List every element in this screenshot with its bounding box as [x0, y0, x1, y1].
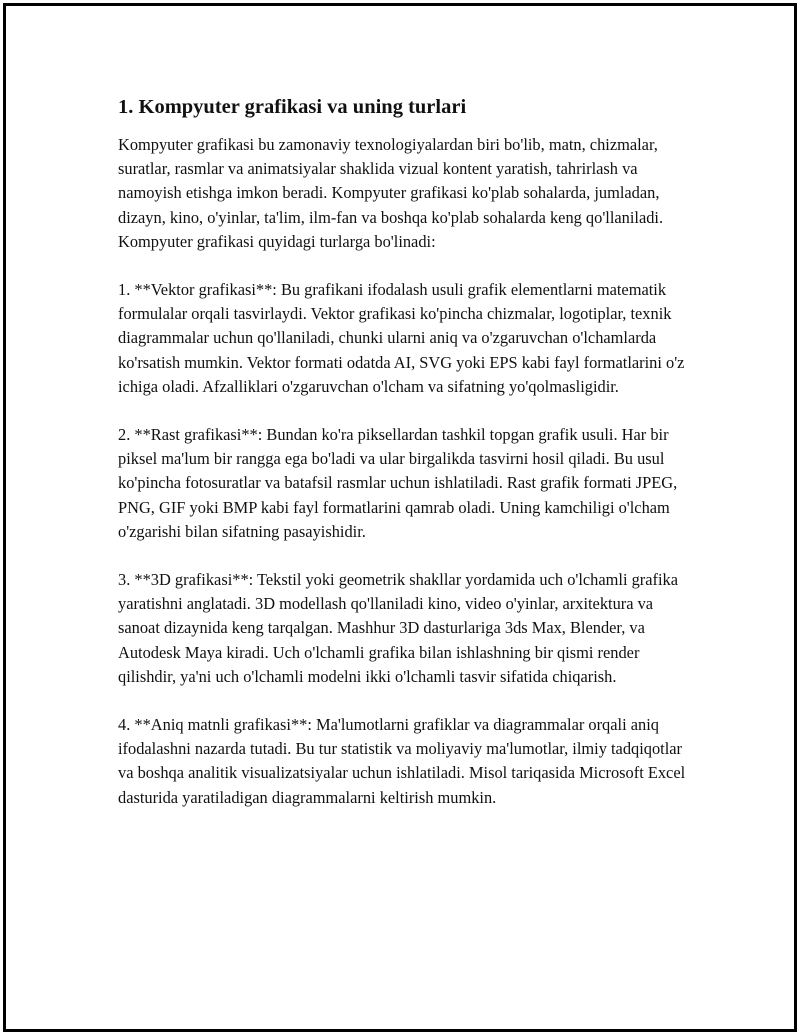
intro-paragraph: Kompyuter grafikasi bu zamonaviy texnologiyalardan biri bo'lib, matn, chizmalar, suratlar, rasmlar va animatsiyalar shaklida vizual kontent yaratish, tahrirlash va namoyish etishga imkon beradi. Kompyuter grafikasi ko'plab sohalarda, jumladan, dizayn, kino, o'yinlar, ta'lim, ilm-fan va boshqa ko'plab sohalarda keng qo'llaniladi. Kompyuter grafikasi quyidagi turlarga bo'linadi:	[118, 135, 664, 251]
raster-graphics-paragraph: 2. **Rast grafikasi**: Bundan ko'ra piksellardan tashkil topgan grafik usuli. Har bir piksel ma'lum bir rangga ega bo'ladi va ular birgalikda tasvirni hosil qiladi. Bu usul ko'pincha fotosuratlar va batafsil rasmlar uchun ishlatiladi. Rast grafik formati JPEG, PNG, GIF yoki BMP kabi fayl formatlarini qamrab oladi. Uning kamchiligi o'lcham o'zgarishi bilan sifatning pasayishidir.	[118, 425, 678, 541]
data-graphics-paragraph: 4. **Aniq matnli grafikasi**: Ma'lumotlarni grafiklar va diagrammalar orqali aniq ifodalashni nazarda tutadi. Bu tur statistik va moliyaviy ma'lumotlar, ilmiy tadqiqotlar va boshqa analitik visualizatsiyalar uchun ishlatiladi. Misol tariqasida Microsoft Excel dasturida yaratiladigan diagrammalarni keltirish mumkin.	[118, 715, 686, 807]
section-heading: 1. Kompyuter grafikasi va uning turlari	[118, 96, 467, 118]
document-body	[118, 93, 698, 834]
vector-graphics-paragraph: 1. **Vektor grafikasi**: Bu grafikani ifodalash usuli grafik elementlarni matematik formulalar orqali tasvirlaydi. Vektor grafikasi ko'pincha chizmalar, logotiplar, texnik diagrammalar uchun qo'llaniladi, chunki ularni aniq va o'zgaruvchan o'lchamlarda ko'rsatish mumkin. Vektor formati odatda AI, SVG yoki EPS kabi fayl formatlarini o'z ichiga oladi. Afzalliklari o'zgaruvchan o'lcham va sifatning yo'qolmasligidir.	[118, 280, 685, 396]
3d-graphics-paragraph: 3. **3D grafikasi**: Tekstil yoki geometrik shakllar yordamida uch o'lchamli grafika yaratishni anglatadi. 3D modellash qo'llaniladi kino, video o'yinlar, arxitektura va sanoat dizaynida keng tarqalgan. Mashhur 3D dasturlariga 3ds Max, Blender, va Autodesk Maya kiradi. Uch o'lchamli grafika bilan ishlashning bir qismi render qilishdir, ya'ni uch o'lchamli modelni ikki o'lchamli tasvir sifatida chiqarish.	[118, 570, 679, 686]
